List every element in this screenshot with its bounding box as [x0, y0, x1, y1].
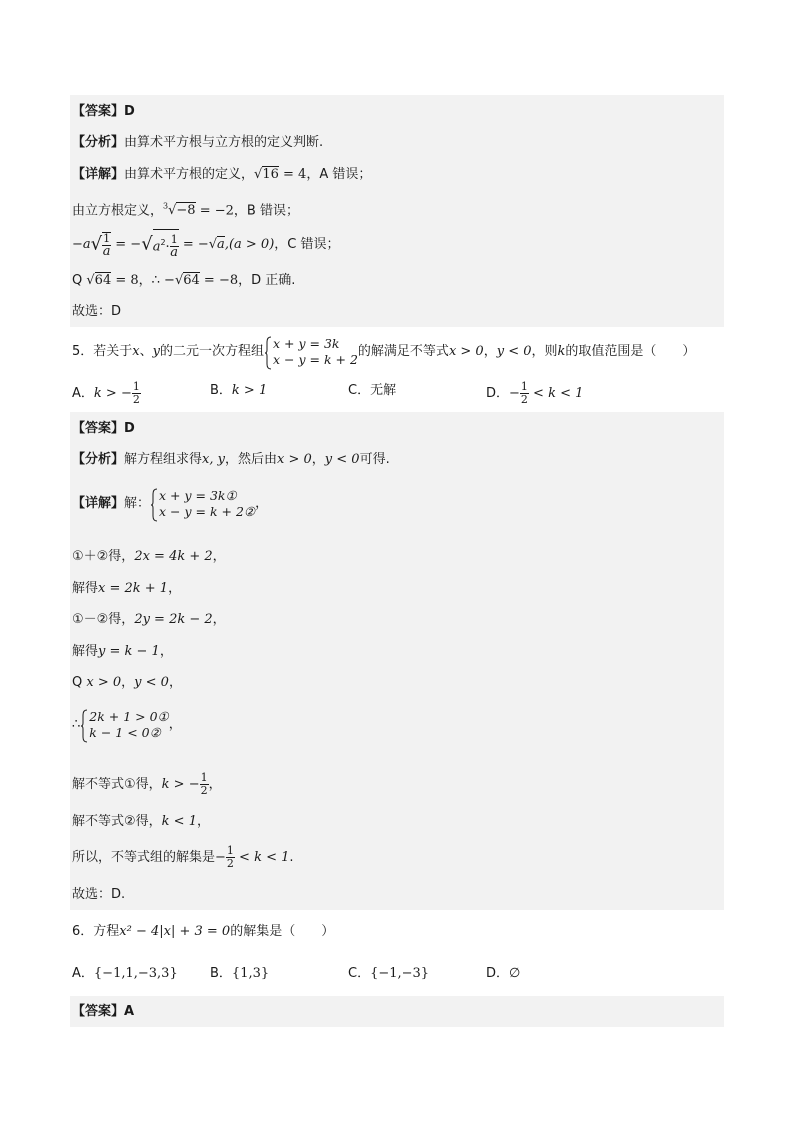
frac-num: 1: [200, 771, 208, 784]
sqrt-sign: √: [90, 233, 103, 255]
option-value: k > −: [93, 386, 132, 401]
frac-num: 1: [170, 233, 178, 247]
brace-icon: [264, 336, 272, 370]
step-math: 2y = 2k − 2: [134, 612, 213, 627]
equation-2: x − y = k + 2: [273, 351, 358, 367]
step-text: 解不等式②得，: [72, 814, 162, 829]
answer-value: D: [124, 421, 135, 436]
step-math: y < 0: [134, 675, 169, 690]
option-value: {−1,1,−3,3}: [93, 966, 178, 981]
q5-option-a: [72, 381, 141, 406]
sqrt-a: √a: [208, 237, 225, 253]
option-value: {−1,−3}: [370, 966, 430, 981]
option-label: B．: [210, 966, 232, 981]
sqrt-16: √16: [254, 167, 279, 182]
answer-value: A: [124, 1004, 135, 1019]
math-term: x > 0: [277, 452, 312, 467]
cube-lead: 由立方根定义，: [72, 203, 164, 219]
analysis-label: 【分析】: [72, 452, 125, 467]
math-eq: = 4: [278, 167, 307, 182]
detail-text: 由算术平方根的定义，: [124, 167, 255, 182]
frac-num: 1: [520, 380, 528, 393]
q4-c-line: [72, 229, 340, 260]
step-math: x > 0: [86, 675, 122, 690]
step-math: < k < 1: [234, 850, 290, 865]
detail-label: 【详解】: [72, 167, 125, 182]
q6-option-a: [72, 964, 178, 984]
detail-label: 【详解】: [72, 496, 125, 511]
frac-num: 1: [226, 844, 234, 857]
brace-icon: [80, 709, 88, 743]
sqrt-sign: √: [141, 233, 153, 255]
option-label: A．: [72, 966, 94, 981]
q5-stem: [72, 334, 695, 370]
separator: ，: [196, 814, 210, 829]
detail-text: 解：: [124, 496, 151, 511]
analysis-label: 【分析】: [72, 135, 125, 150]
q5-sol2: [72, 813, 210, 831]
separator: ，: [168, 675, 182, 690]
step-math: k < 1: [161, 814, 197, 829]
verdict-b: ，B 错误；: [233, 203, 299, 219]
var-x: x: [132, 344, 140, 359]
frac-num: 1: [103, 231, 111, 245]
option-label: B．: [210, 383, 232, 398]
option-label: D．: [486, 966, 510, 981]
inequality-1: 2k + 1 > 0①: [89, 708, 169, 724]
separator: ，: [208, 777, 222, 792]
q4-answer-line: [72, 103, 135, 121]
therefore-text: ，∴ −: [138, 273, 175, 288]
math-eq: = −: [111, 237, 142, 253]
separator: ，: [159, 644, 173, 659]
math-term: a: [152, 239, 161, 255]
radicand: a: [217, 237, 225, 253]
choose-text: 故选：D.: [72, 887, 126, 902]
frac-den: a: [102, 243, 111, 259]
stem-text: 的解集是（ ）: [230, 924, 335, 939]
analysis-text: 由算术平方根与立方根的定义判断.: [124, 135, 324, 150]
option-value: {1,3}: [231, 966, 270, 981]
condition-2: y < 0: [496, 344, 532, 359]
separator: ，: [121, 675, 135, 690]
math-term: y < 0: [324, 452, 360, 467]
option-value: k > 1: [231, 383, 268, 398]
equation-system: [264, 336, 358, 368]
q4-analysis-line: [72, 134, 323, 152]
q5-answer-line: [72, 420, 135, 438]
math-eq: = −2: [195, 203, 234, 219]
analysis-text: 可得.: [359, 452, 390, 467]
q5-choose-line: [72, 886, 125, 904]
q5-ineq-system: [72, 707, 182, 743]
math-eq: = −: [178, 237, 209, 253]
stem-text: ，则: [531, 344, 558, 359]
option-label: D．: [486, 386, 510, 401]
step-math: −: [215, 850, 226, 865]
separator: .: [289, 850, 294, 865]
q5-option-d: [486, 381, 583, 406]
stem-text: 5．若关于: [72, 344, 133, 359]
option-value: < k < 1: [528, 386, 584, 401]
condition-1: x > 0: [448, 344, 484, 359]
fraction: [520, 381, 529, 406]
equation: x² − 4|x| + 3 = 0: [119, 924, 231, 939]
option-label: A．: [72, 386, 94, 401]
q6-option-d: [486, 964, 520, 984]
verdict-c: ，C 错误；: [274, 237, 340, 253]
step-math: y = k − 1: [98, 644, 160, 659]
verdict-d: ，D 正确.: [238, 273, 296, 288]
inequality-2: k − 1 < 0②: [89, 724, 161, 740]
separator: ，: [168, 717, 182, 732]
radicand-group: [153, 229, 179, 260]
verdict-a: ，A 错误；: [306, 167, 372, 182]
fraction: [200, 772, 209, 797]
choose-text: 故选：D: [72, 304, 122, 319]
step-text: 解不等式①得，: [72, 777, 162, 792]
inequality-system: [80, 709, 168, 741]
q4-detail-line: [72, 166, 371, 184]
fraction: [102, 232, 111, 258]
stem-text: 的二元一次方程组: [160, 344, 265, 359]
separator: 、: [139, 344, 153, 359]
frac-den: a: [170, 245, 179, 261]
option-label: C．: [348, 966, 371, 981]
separator: ，: [168, 581, 182, 596]
sqrt-64: √64: [86, 273, 112, 288]
q6-stem: [72, 923, 334, 941]
var-y: y: [152, 344, 160, 359]
equation-1: x + y = 3k①: [159, 487, 237, 503]
separator: ，: [212, 612, 226, 627]
separator: ，: [212, 549, 226, 564]
q5-analysis-line: [72, 451, 390, 469]
step-math: x = 2k + 1: [98, 581, 169, 596]
because-symbol: Q: [72, 273, 83, 288]
option-value: −: [509, 386, 520, 401]
stem-text: 6．方程: [72, 924, 120, 939]
math-dot: ·: [165, 239, 170, 255]
exponent: 2: [160, 238, 166, 247]
step-text: 解得: [72, 581, 99, 596]
q5-detail-line: [72, 486, 268, 522]
q6-answer-line: [72, 1003, 134, 1021]
q5-option-b: [210, 381, 267, 401]
step-text: ①＋②得，: [72, 549, 135, 564]
brace-icon: [150, 488, 158, 522]
option-value: 无解: [370, 383, 397, 398]
step-text: 解得: [72, 644, 99, 659]
q5-step1: [72, 548, 226, 566]
q6-option-b: [210, 964, 269, 984]
math-eq: = −8: [199, 273, 239, 288]
answer-label: 【答案】: [72, 421, 125, 436]
radicand: −8: [176, 203, 196, 219]
math-term: x, y: [202, 452, 225, 467]
frac-den: 2: [132, 393, 140, 406]
equation-1: x + y = 3k: [273, 335, 340, 351]
q4-d-line: [72, 272, 295, 290]
q5-final: [72, 845, 294, 871]
therefore-symbol: ∴: [72, 717, 81, 732]
frac-den: 2: [226, 857, 234, 870]
var-k: k: [557, 344, 566, 359]
stem-text: 的取值范围是（ ）: [565, 344, 696, 359]
fraction: [132, 381, 141, 406]
separator: ，: [255, 496, 269, 511]
frac-num: 1: [132, 380, 140, 393]
answer-label: 【答案】: [72, 104, 125, 119]
math-term: −a: [72, 237, 91, 253]
answer-value: D: [124, 104, 135, 119]
option-value: ∅: [509, 966, 521, 981]
math-eq: = 8: [111, 273, 139, 288]
cube-root: $^3$√−8: [163, 202, 196, 219]
step-math: 2x = 4k + 2: [134, 549, 213, 564]
separator: ，: [483, 344, 497, 359]
analysis-text: 解方程组求得: [124, 452, 203, 467]
radicand: 64: [94, 273, 112, 288]
q6-answer-block: [70, 996, 724, 1027]
q6-option-c: [348, 964, 429, 984]
equation-system: [150, 488, 255, 520]
stem-text: 的解满足不等式: [357, 344, 449, 359]
answer-label: 【答案】: [72, 1004, 125, 1019]
q5-sol1: [72, 772, 222, 798]
because-symbol: Q: [72, 675, 83, 690]
separator: ，: [311, 452, 325, 467]
q4-cube-line: [72, 198, 299, 220]
q5-step4: [72, 643, 173, 661]
fraction: [170, 234, 179, 259]
option-label: C．: [348, 383, 371, 398]
radicand: 16: [262, 167, 279, 182]
q5-step5: [72, 674, 182, 692]
q5-step2: [72, 580, 181, 598]
sqrt-64: √64: [174, 273, 200, 288]
fraction: [226, 845, 235, 870]
q4-choose-line: [72, 303, 121, 321]
frac-den: 2: [520, 393, 528, 406]
step-text: ①－②得，: [72, 612, 135, 627]
q5-step3: [72, 611, 226, 629]
math-condition: ,(a > 0): [224, 237, 275, 253]
equation-2: x − y = k + 2②: [159, 503, 256, 519]
analysis-text: ，然后由: [224, 452, 277, 467]
step-text: 所以，不等式组的解集是: [72, 850, 216, 865]
q5-option-c: [348, 381, 396, 401]
radicand: 64: [183, 273, 200, 288]
frac-den: 2: [200, 784, 208, 797]
step-math: k > −: [161, 777, 200, 792]
